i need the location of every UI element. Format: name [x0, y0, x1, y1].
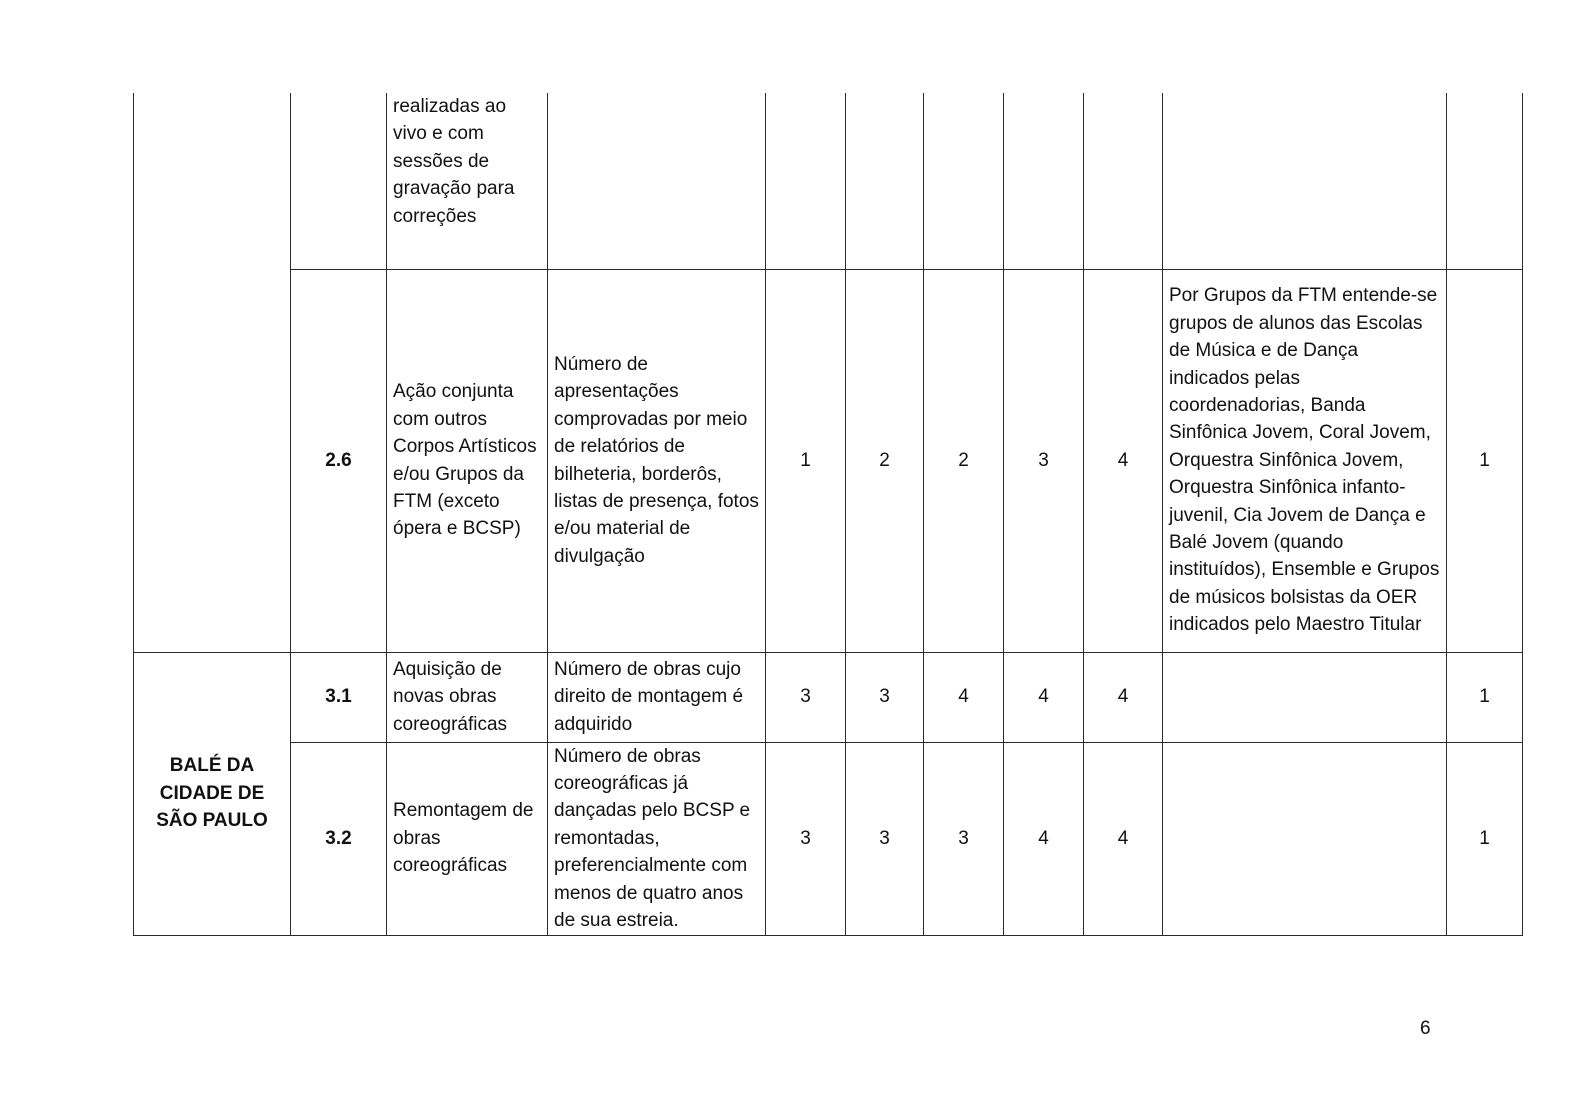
value-cell-4: 4	[1004, 652, 1084, 742]
item-number-cell	[291, 93, 387, 269]
value-cell-2	[846, 93, 924, 269]
indicator-cell	[548, 93, 766, 269]
observation-cell	[1163, 93, 1447, 269]
page-number: 6	[1420, 1018, 1431, 1039]
value-cell-1: 3	[766, 652, 846, 742]
value-cell-1: 1	[766, 269, 846, 652]
action-cell: Ação conjunta com outros Corpos Artísticos e/ou Grupos da FTM (exceto ópera e BCSP)	[387, 269, 548, 652]
weight-cell: 1	[1447, 269, 1523, 652]
value-cell-3: 3	[924, 742, 1004, 935]
value-cell-3: 4	[924, 652, 1004, 742]
value-cell-1: 3	[766, 742, 846, 935]
value-cell-5: 4	[1084, 269, 1163, 652]
action-cell: Remontagem de obras coreográficas	[387, 742, 548, 935]
value-cell-3	[924, 93, 1004, 269]
item-number-cell: 2.6	[291, 269, 387, 652]
observation-cell: Por Grupos da FTM entende-se grupos de alunos das Escolas de Música e de Dança indicados pelas coordenadorias, Banda Sinfônica Jovem, Coral Jovem, Orquestra Sinfônica Jovem, Orquestra Sinfônica infanto-juvenil, Cia Jovem de Dança e Balé Jovem (quando instituídos), Ensemble e Grupos de músicos bolsistas da OER indicados pelo Maestro Titular	[1163, 269, 1447, 652]
table-row	[134, 269, 1523, 652]
indicator-cell: Número de apresentações comprovadas por meio de relatórios de bilheteria, borderôs, listas de presença, fotos e/ou material de divulgação	[548, 269, 766, 652]
value-cell-5: 4	[1084, 742, 1163, 935]
value-cell-2: 3	[846, 742, 924, 935]
item-number-cell: 3.2	[291, 742, 387, 935]
value-cell-4: 3	[1004, 269, 1084, 652]
group-cell: BALÉ DA CIDADE DE SÃO PAULO	[134, 652, 291, 935]
value-cell-1	[766, 93, 846, 269]
observation-cell	[1163, 652, 1447, 742]
value-cell-3: 2	[924, 269, 1004, 652]
value-cell-5: 4	[1084, 652, 1163, 742]
weight-cell: 1	[1447, 652, 1523, 742]
indicator-cell: Número de obras coreográficas já dançadas pelo BCSP e remontadas, preferencialmente com menos de quatro anos de sua estreia.	[548, 742, 766, 935]
table-row	[134, 93, 1523, 269]
action-cell: realizadas ao vivo e com sessões de gravação para correções	[387, 93, 548, 269]
value-cell-4	[1004, 93, 1084, 269]
table-row	[134, 742, 1523, 935]
indicator-cell: Número de obras cujo direito de montagem é adquirido	[548, 652, 766, 742]
goals-table	[133, 93, 1523, 936]
action-cell: Aquisição de novas obras coreográficas	[387, 652, 548, 742]
weight-cell	[1447, 93, 1523, 269]
weight-cell: 1	[1447, 742, 1523, 935]
value-cell-5	[1084, 93, 1163, 269]
group-cell-continued	[134, 93, 291, 652]
observation-cell	[1163, 742, 1447, 935]
item-number-cell: 3.1	[291, 652, 387, 742]
value-cell-2: 2	[846, 269, 924, 652]
value-cell-2: 3	[846, 652, 924, 742]
table-row	[134, 652, 1523, 742]
value-cell-4: 4	[1004, 742, 1084, 935]
